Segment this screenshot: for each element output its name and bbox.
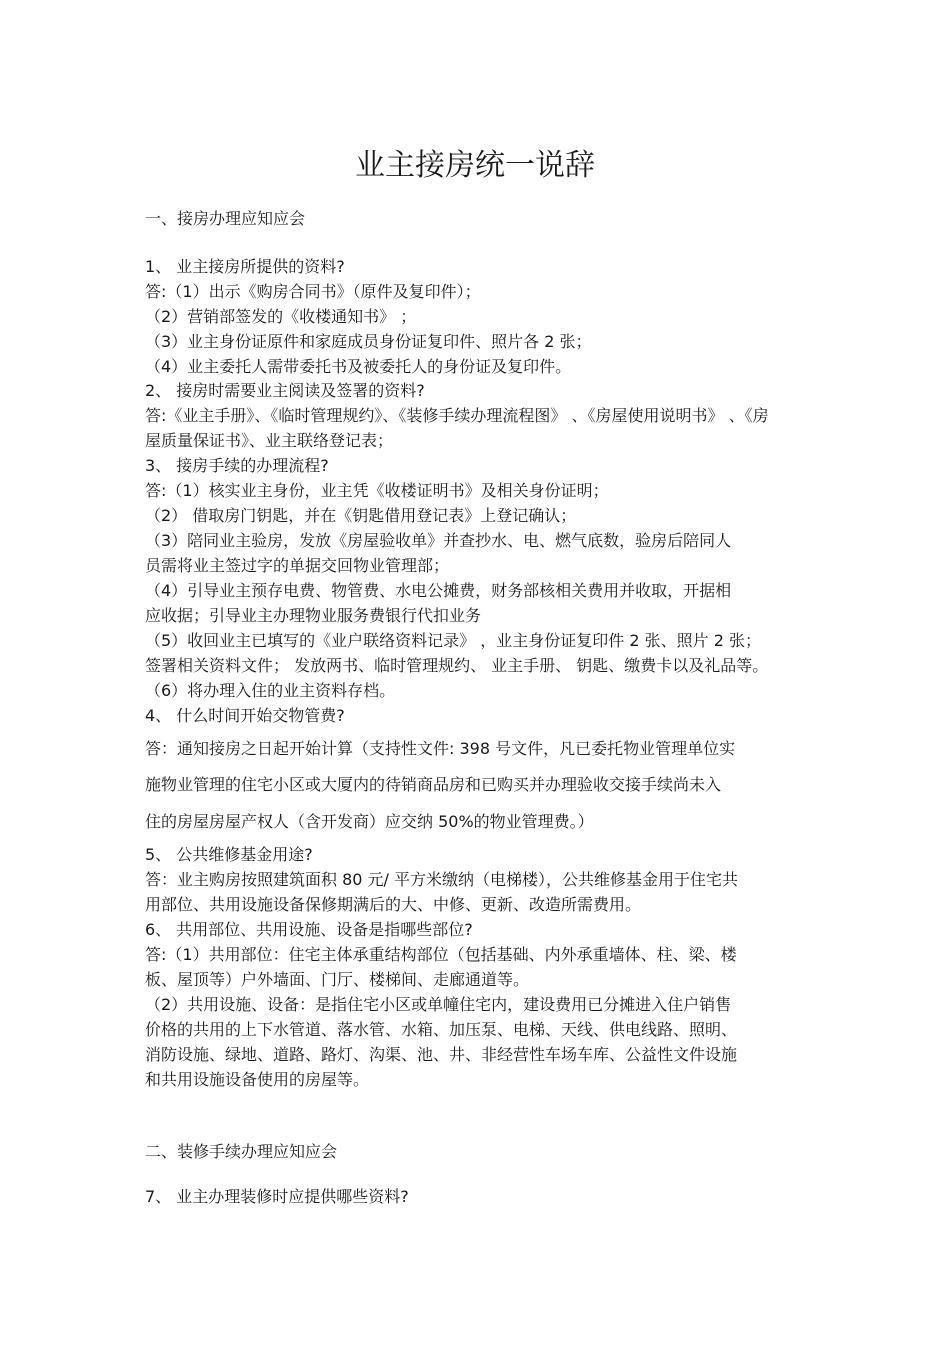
answer-line: 答:（1）核实业主身份，业主凭《收楼证明书》及相关身份证明；	[145, 481, 609, 500]
answer-line: 价格的共用的上下水管道、落水管、水箱、加压泵、电梯、天线、供电线路、照明、	[145, 1020, 738, 1039]
answer-line: （6）将办理入住的业主资料存档。	[145, 681, 396, 700]
question-line: 4、 什么时间开始交物管费?	[145, 706, 345, 725]
answer-line: （3）业主身份证原件和家庭成员身份证复印件、照片各 2 张；	[145, 332, 592, 351]
answer-line: （3）陪同业主验房，发放《房屋验收单》并查抄水、电、燃气底数，验房后陪同人	[145, 531, 732, 550]
question-line: 2、 接房时需要业主阅读及签署的资料?	[145, 381, 425, 400]
answer-line: （4）引导业主预存电费、物管费、水电公摊费，财务部核相关费用并收取，开据相	[145, 581, 732, 600]
answer-line: （5）收回业主已填写的《业户联络资料记录》 ，业主身份证复印件 2 张、照片 2 张；	[145, 631, 761, 650]
answer-line: （4）业主委托人需带委托书及被委托人的身份证及复印件。	[145, 357, 572, 376]
document-title: 业主接房统一说辞	[355, 148, 595, 183]
answer-line: 答：通知接房之日起开始计算（支持性文件: 398 号文件，凡已委托物业管理单位实	[145, 739, 736, 758]
answer-line: 签署相关资料文件； 发放两书、临时管理规约、 业主手册、 钥匙、缴费卡以及礼品等。	[145, 656, 769, 675]
answer-line: 住的房屋房屋产权人（含开发商）应交纳 50%的物业管理费。）	[145, 812, 594, 831]
answer-line: 和共用设施设备使用的房屋等。	[145, 1070, 370, 1089]
answer-line: （2）营销部签发的《收楼通知书》 ；	[145, 307, 417, 326]
answer-line: 屋质量保证书》、业主联络登记表；	[145, 431, 394, 450]
answer-line: 应收据；引导业主办理物业服务费银行代扣业务	[145, 606, 482, 625]
answer-line: （2）共用设施、设备：是指住宅小区或单幢住宅内，建设费用已分摊进入住户销售	[145, 995, 732, 1014]
answer-line: 板、屋顶等）户外墙面、门厅、楼梯间、走廊通道等。	[145, 970, 530, 989]
answer-line: 消防设施、绿地、道路、路灯、沟渠、池、井、非经营性车场车库、公益性文件设施	[145, 1045, 738, 1064]
section-heading: 二、装修手续办理应知应会	[145, 1142, 338, 1161]
answer-line: 答:（1）共用部位：住宅主体承重结构部位（包括基础、内外承重墙体、柱、梁、楼	[145, 945, 737, 964]
answer-line: 用部位、共用设施设备保修期满后的大、中修、更新、改造所需费用。	[145, 895, 642, 914]
answer-line: （2） 借取房门钥匙，并在《钥匙借用登记表》上登记确认；	[145, 506, 577, 525]
answer-line: 答:（1）出示《购房合同书》（原件及复印件）；	[145, 282, 481, 301]
question-line: 5、 公共维修基金用途?	[145, 845, 313, 864]
answer-line: 施物业管理的住宅小区或大厦内的待销商品房和已购买并办理验收交接手续尚未入	[145, 775, 722, 794]
answer-line: 答:《业主手册》、《临时管理规约》、《装修手续办理流程图》 、《房屋使用说明书》 、《房	[145, 406, 769, 425]
question-line: 6、 共用部位、共用设施、设备是指哪些部位?	[145, 920, 473, 939]
question-line: 1、 业主接房所提供的资料?	[145, 257, 345, 276]
answer-line: 答：业主购房按照建筑面积 80 元/ 平方米缴纳（电梯楼），公共维修基金用于住宅共	[145, 870, 739, 889]
answer-line: 员需将业主签过字的单据交回物业管理部；	[145, 556, 450, 575]
section-heading: 一、接房办理应知应会	[145, 209, 306, 228]
question-line: 7、 业主办理装修时应提供哪些资料?	[145, 1187, 409, 1206]
question-line: 3、 接房手续的办理流程?	[145, 456, 329, 475]
